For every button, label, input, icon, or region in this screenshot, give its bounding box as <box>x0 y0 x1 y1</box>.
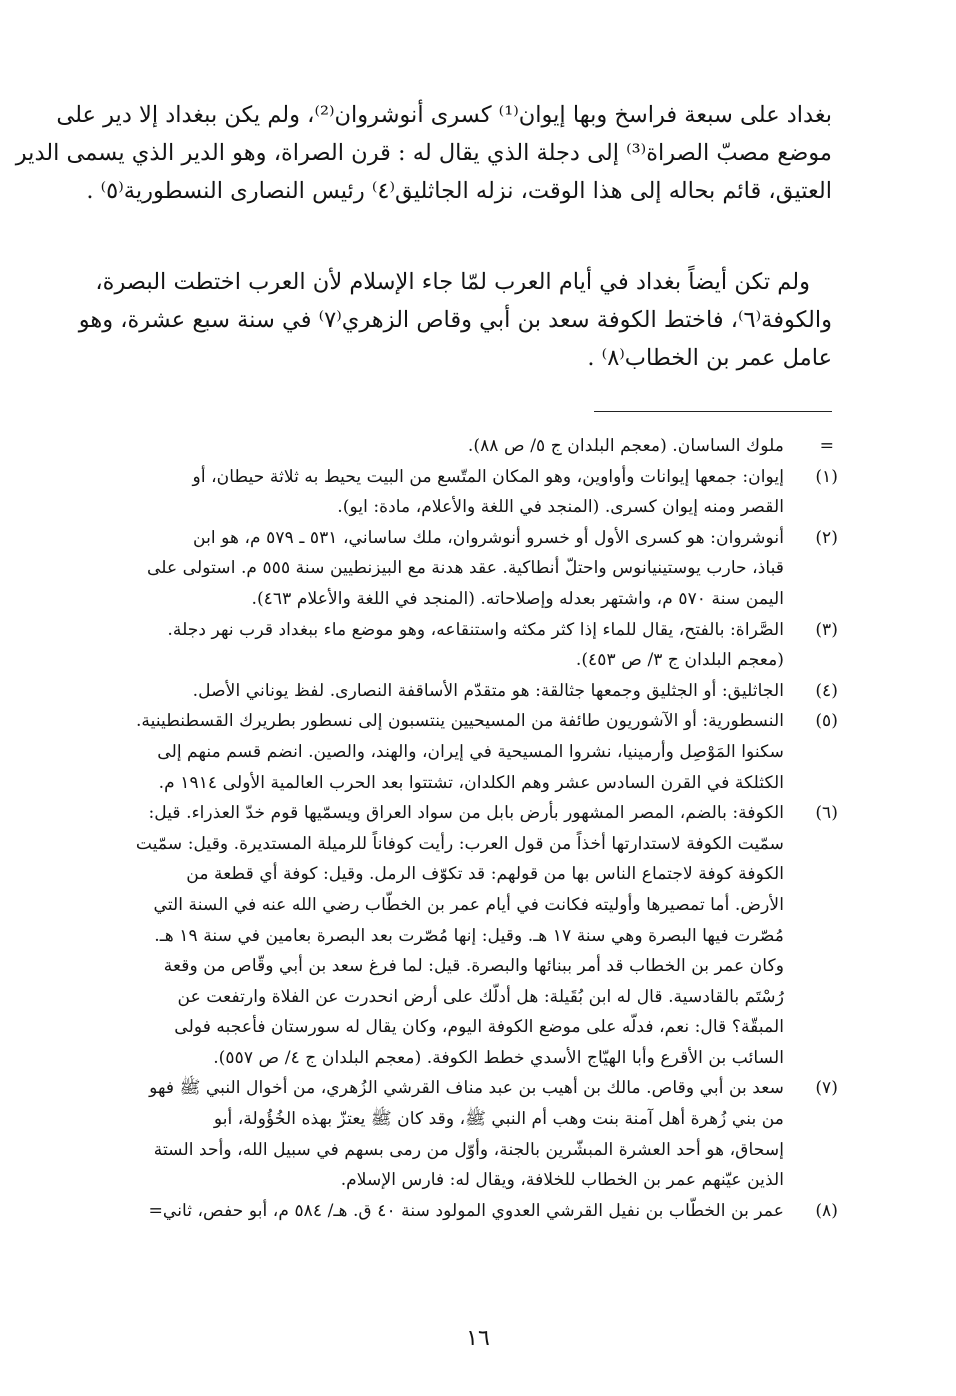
footnote-line: الكوفة: بالضم، المصر المشهور بأرض بابل من سواد العراق ويسمّيها قوم خدّ العذراء. قيل: <box>148 803 784 824</box>
footnote-separator <box>594 411 832 412</box>
footnote-line: سمّيت الكوفة لاستدارتها أخذاً من قول العرب: رأيت كوفاناً للرميلة المستديرة. وقيل: سمّيت <box>135 833 784 854</box>
body-line: العتيق، قائم بحاله إلى هذا الوقت، نزله الجاثليق⁽٤⁾ رئيس النصارى النسطورية⁽٥⁾ . <box>86 178 832 204</box>
footnote-line: الكوفة كوفة لاجتماع الناس بها من قولهم: قد تكوّف الرمل. وقيل: كوفة أي قطعة من <box>186 864 784 885</box>
footnote-continuation <box>98 431 838 462</box>
footnote-number: = <box>819 436 834 456</box>
body-line: موضع مصبّ الصراة⁽³⁾ إلى دجلة الذي يقال له : قرن الصراة، وهو الدير الذي يسمى الدير <box>15 140 832 166</box>
footnote-4 <box>98 676 838 707</box>
footnote-number: (٤) <box>815 680 838 701</box>
footnote-line: اليمن سنة ٥٧٠ م، واشتهر بعدله وإصلاحاته. (المنجد في اللغة والأعلام ٤٦٣). <box>251 588 784 609</box>
footnote-number: (٥) <box>815 711 838 732</box>
footnote-line: (معجم البلدان ج ٣/ ص ٤٥٣). <box>575 650 784 671</box>
footnote-1 <box>98 462 838 523</box>
page-number: ١٦ <box>466 1326 490 1351</box>
footnote-line: إسحاق، هو أحد العشرة المبشّرين بالجنة، وأوّل من رمى بسهم في سبيل الله، وأحد الستة <box>153 1139 784 1160</box>
footnote-6 <box>98 798 838 1073</box>
body-paragraph-1 <box>15 96 832 210</box>
footnote-number: (٣) <box>815 619 838 640</box>
footnote-line: الجاثليق: أو الجثليق وجمعها جثالقة: هو متقدّم الأساقفة النصارى. لفظ يوناني الأصل. <box>192 680 784 701</box>
footnote-line: الكثلكة في القرن السادس عشر وهم الكلدان، تشتتوا بعد الحرب العالمية الأولى ١٩١٤ م. <box>158 772 784 793</box>
footnote-line: من بني زُهرة أهل آمنة بنت وهب أم النبي ﷺ، وقد كان ﷺ يعتزّ بهذه الخُؤُولة، أبو <box>213 1109 784 1130</box>
footnote-line: أنوشروان: هو كسرى الأول أو خسرو أنوشروان، ملك ساساني، ٥٣١ ـ ٥٧٩ م، هو ابن <box>193 527 784 548</box>
footnote-8 <box>98 1196 838 1227</box>
footnote-line: مُصّرت فيها البصرة وهي سنة ١٧ هـ. وقيل: إنها مُصّرت بعد البصرة بعامين في سنة ١٩ هـ. <box>154 925 784 946</box>
footnote-line: المبقّة؟ قال: نعم، فدلّه على موضع الكوفة اليوم، وكان يقال له سورستان فأعجبه فولى <box>174 1017 784 1038</box>
footnote-line: الأرض. أما تمصيرها وأوليته فكانت في أيام عمر بن الخطّاب رضي الله عنه في السنة التي <box>153 894 784 915</box>
body-line: عامل عمر بن الخطاب⁽٨⁾ . <box>587 345 832 371</box>
footnote-line: الذين عيّنهم عمر بن الخطاب للخلافة، ويقال له: فارس الإسلام. <box>340 1170 784 1191</box>
footnote-3 <box>98 615 838 676</box>
footnote-line: سكنوا المَوْصِل وأرمينيا، نشروا المسيحية في إيران، والهند، والصين. انضم قسم منهم إلى <box>157 741 784 762</box>
footnote-line: السائب بن الأقرع وأبا الهيّاج الأسدي خطط الكوفة. (معجم البلدان ج ٤/ ص ٥٥٧). <box>213 1047 784 1068</box>
footnote-line: قباذ، حارب يوستينيانوس واحتلّ أنطاكية. عقد هدنة مع البيزنطيين سنة ٥٥٥ م. استولى على <box>146 558 784 579</box>
footnote-line: عمر بن الخطّاب بن نفيل القرشي العدوي المولود سنة ٤٠ ق. هـ/ ٥٨٤ م، أبو حفص، ثاني= <box>148 1200 784 1221</box>
body-line: ولم تكن أيضاً بغداد في أيام العرب لمّا جاء الإسلام لأن العرب اختطت البصرة، <box>95 269 810 295</box>
body-paragraph-2 <box>78 263 832 377</box>
footnote-number: (٦) <box>815 803 838 824</box>
footnotes <box>98 431 838 1226</box>
footnote-2 <box>98 523 838 615</box>
footnote-7 <box>98 1073 838 1195</box>
footnote-number: (١) <box>815 466 838 487</box>
footnote-line: ملوك الساسان. (معجم البلدان ج ٥/ ص ٨٨). <box>467 436 784 456</box>
footnote-5 <box>98 706 838 798</box>
footnote-number: (٨) <box>815 1200 838 1221</box>
footnote-line: الصَّراة: بالفتح، يقال للماء إذا كثر مكثه واستنقاعه، وهو موضع ماء ببغداد قرب نهر دجلة. <box>167 619 784 640</box>
footnote-line: رُسْتَم بالقادسية. قال له ابن بُقَيلة: هل أدلّك على أرض انحدرت عن الفلاة وارتفعت عن <box>177 986 784 1007</box>
footnote-number: (٢) <box>815 527 838 548</box>
footnote-number: (٧) <box>815 1078 838 1099</box>
footnote-line: وكان عمر بن الخطاب قد أمر ببنائها والبصرة. قيل: لما فرغ سعد بن أبي وقّاص من وقعة <box>163 956 784 977</box>
body-line: والكوفة⁽٦⁾، فاختط الكوفة سعد بن أبي وقاص الزهري⁽٧⁾ في سنة سبع عشرة، وهو <box>78 307 832 333</box>
footnote-line: إيوان: جمعها إيوانات وأواوين، وهو المكان المتّسع من البيت يحيط به ثلاثة حيطان، أو <box>192 466 784 487</box>
body-line: بغداد على سبعة فراسخ وبها إيوان⁽¹⁾ كسرى أنوشروان⁽²⁾، ولم يكن ببغداد إلا دير على <box>56 102 832 128</box>
footnote-line: سعد بن أبي وقاص. مالك بن أهيب بن عبد مناف القرشي الزُهري، من أخوال النبي ﷺ فهو <box>149 1078 784 1099</box>
footnote-line: النسطورية: أو الآشوريون طائفة من المسيحيين ينتسبون إلى نسطور بطريرك القسطنطينية. <box>135 711 784 732</box>
footnote-line: القصر ومنه إيوان كسرى. (المنجد في اللغة والأعلام، مادة: ايو). <box>337 497 784 518</box>
